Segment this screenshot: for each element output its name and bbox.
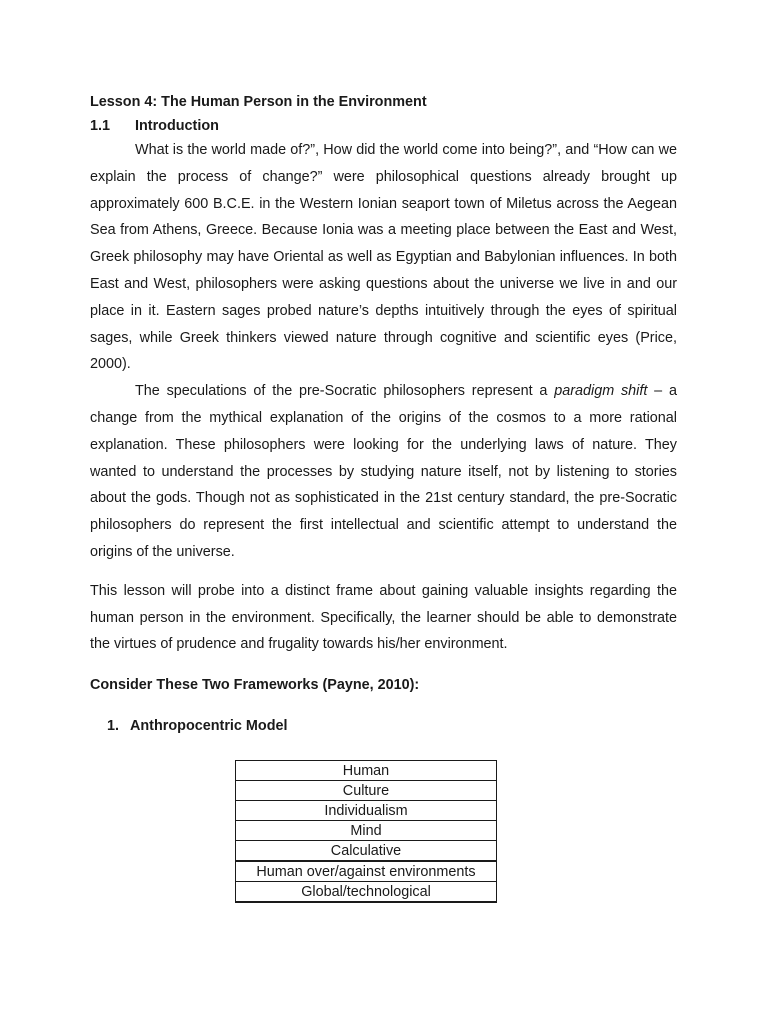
table-cell: Mind	[236, 821, 497, 841]
intro-paragraph-2	[90, 378, 677, 566]
table-cell: Culture	[236, 781, 497, 801]
section-title: Introduction	[135, 118, 219, 134]
intro-paragraph-1: What is the world made of?”, How did the world come into being?”, and “How can we explain the process of change?” were philosophical questions already brought up approximately 600 B.C.E. in the Western Ionian seaport town of Miletus across the Aegean Sea from Athens, Greece. Because Ionia was a meeting place between the East and West, Greek philosophy may have Oriental as well as Egyptian and Babylonian influences. In both East and West, philosophers were asking questions about the universe we live in and our place in it. Eastern sages probed nature’s depths intuitively through the eyes of spiritual sages, while Greek thinkers viewed nature through cognitive and scientific eyes (Price, 2000).	[90, 142, 677, 373]
p2-before: The speculations of the pre-Socratic philosophers represent a	[135, 383, 555, 400]
model1-title: Anthropocentric Model	[130, 718, 288, 735]
lesson-title: Lesson 4: The Human Person in the Environment	[90, 94, 427, 110]
table-cell: Human over/against environments	[236, 861, 497, 882]
model1-heading	[107, 715, 677, 737]
section-heading	[90, 115, 677, 137]
frameworks-heading: Consider These Two Frameworks (Payne, 2010):	[90, 677, 420, 694]
anthropocentric-model-table	[235, 760, 497, 903]
p2-emphasis: paradigm shift	[554, 383, 648, 400]
model1-number: 1.	[107, 718, 120, 735]
intro-paragraph-3: This lesson will probe into a distinct frame about gaining valuable insights regarding the human person in the environment. Specifically, the learner should be able to demonstrate the virtues of prudence and frugality towards his/her environment.	[90, 582, 677, 653]
p2-after: – a change from the mythical explanation of the origins of the cosmos to a more rational explanation. These philosophers were looking for the underlying laws of nature. They wanted to understand the processes by studying nature itself, not by listening to stories about the gods. Though not as sophisticated in the 21st century standard, the pre-Socratic philosophers do represent the first intellectual and scientific attempt to understand the origins of the universe.	[90, 383, 677, 560]
document-page	[90, 91, 677, 737]
table-cell: Individualism	[236, 801, 497, 821]
table-cell: Calculative	[236, 841, 497, 862]
section-number: 1.1	[90, 118, 111, 134]
table-cell: Global/technological	[236, 882, 497, 903]
table-cell: Human	[236, 761, 497, 781]
